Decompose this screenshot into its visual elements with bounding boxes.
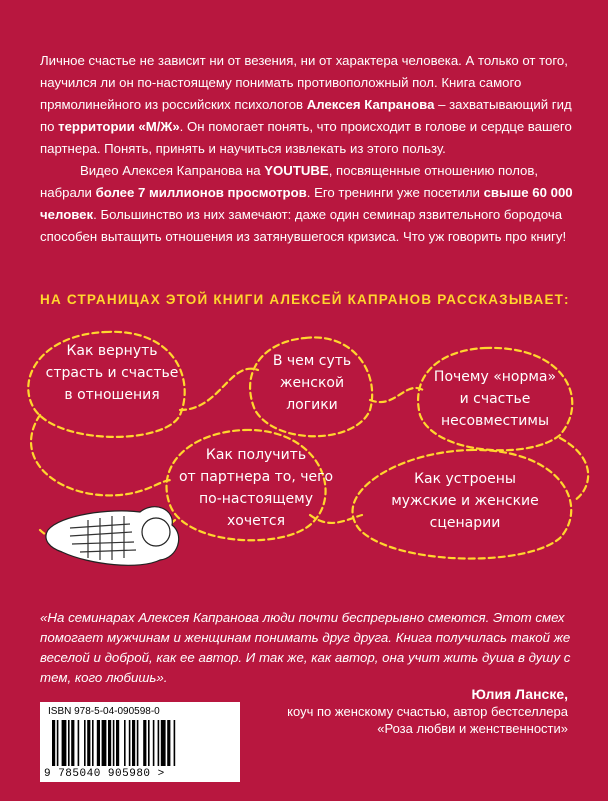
- barcode-bar: [143, 720, 146, 766]
- views-bold: более 7 миллионов просмотров: [95, 185, 307, 200]
- barcode-bar: [113, 720, 115, 766]
- barcode-bar: [92, 720, 94, 766]
- bubble-line: в отношения: [64, 387, 160, 403]
- quote-author: [287, 686, 568, 737]
- intro-text-span: Видео Алексея Капранова на: [80, 163, 265, 178]
- barcode-bar: [57, 720, 59, 766]
- author-name-bold: Алексея Капранова: [306, 97, 435, 112]
- bubble-line: мужские и женские: [391, 493, 539, 509]
- barcode-bar: [102, 720, 107, 766]
- barcode-bar: [52, 720, 55, 766]
- bubble-5-text: [380, 468, 550, 534]
- bubble-4-text: [166, 444, 346, 532]
- bubble-1-text: [42, 340, 182, 406]
- bubble-line: хочется: [226, 513, 285, 529]
- barcode-bar: [71, 720, 74, 766]
- bubble-line: несовместимы: [440, 413, 550, 429]
- connecting-line: [180, 369, 258, 410]
- bubble-line: логики: [286, 397, 338, 413]
- barcode-bar: [137, 720, 139, 766]
- bubble-line: Как устроены: [414, 471, 516, 487]
- territory-bold: территории «М/Ж»: [58, 119, 180, 134]
- barcode-bar: [87, 720, 90, 766]
- intro-text-span: . Он помогает понять, что происходит в голове и сердце вашего партнера. Понять, принять и научиться извлекать из этого пользу.: [40, 119, 572, 156]
- intro-paragraph-2: [40, 160, 580, 248]
- connecting-line: [560, 438, 588, 500]
- intro-paragraph-1: [40, 50, 580, 160]
- intro-text-span: , посвященные отношению полов, набрали: [40, 163, 539, 200]
- bubble-line: В чем суть: [272, 353, 352, 369]
- barcode-bar: [62, 720, 67, 766]
- barcode-bar: [167, 720, 170, 766]
- man-illustration: [46, 507, 179, 566]
- barcode-bar: [116, 720, 119, 766]
- isbn-label: ISBN 978-5-04-090598-0: [48, 706, 160, 717]
- bubble-line: по-настоящему: [199, 491, 313, 507]
- intro-text-span: Личное счастье не зависит ни от везения, ни от характера человека. А только от того, научился ли он по-настоящему понимать противоположный пол. Книга самого прямолинейного из российских психологов: [40, 53, 568, 112]
- barcode-bar: [78, 720, 80, 766]
- intro-text-span: . Большинство из них замечают: даже один семинар язвительного бородоча способен вытащить отношения из затянувшегося кризиса. Что уж говорить про книгу!: [40, 207, 567, 244]
- bubble-line: Как получить: [205, 447, 307, 463]
- bubble-3-text: [420, 366, 570, 432]
- intro-text: [40, 50, 580, 248]
- intro-text-span: – захватывающий гид по: [40, 97, 572, 134]
- barcode-bar: [161, 720, 166, 766]
- barcode-bar: [84, 720, 86, 766]
- bubble-line: и счастье: [459, 391, 531, 407]
- isbn-barcode: [40, 702, 240, 782]
- barcode-bar: [132, 720, 135, 766]
- barcode-bar: [129, 720, 131, 766]
- barcode-bar: [68, 720, 70, 766]
- barcode-bar: [158, 720, 160, 766]
- author-name: Юлия Ланске,: [471, 686, 568, 702]
- barcode-bar: [174, 720, 176, 766]
- bubble-line: страсть и счастье: [45, 365, 179, 381]
- bubble-line: Почему «норма»: [433, 369, 557, 385]
- author-title: коуч по женскому счастью, автор бестселлера: [287, 704, 568, 719]
- author-book: «Роза любви и женственности»: [377, 721, 568, 736]
- barcode-bar: [108, 720, 111, 766]
- bubble-line: сценарии: [429, 515, 501, 531]
- attendees-bold: свыше 60 000 человек: [40, 185, 573, 222]
- intro-text-span: . Его тренинги уже посетили: [306, 185, 484, 200]
- barcode-digits: 9 785040 905980 >: [44, 768, 165, 780]
- bubble-2-text: [248, 350, 376, 416]
- connecting-line: [370, 388, 423, 402]
- bubble-line: женской: [279, 375, 345, 391]
- section-heading: НА СТРАНИЦАХ ЭТОЙ КНИГИ АЛЕКСЕЙ КАПРАНОВ РАССКАЗЫВАЕТ:: [40, 292, 570, 307]
- bubble-line: от партнера то, чего: [178, 469, 334, 485]
- connecting-line: [31, 415, 172, 495]
- testimonial-quote: «На семинарах Алексея Капранова люди почти беспрерывно смеются. Этот смех помогает мужчинам и женщинам понимать друг друга. Книга получилась такой же веселой и доброй, как ее автор. И так же, как автор, она учит жить душа в душу с тем, кого любишь».: [40, 610, 571, 685]
- bubble-line: Как вернуть: [66, 343, 158, 359]
- barcode-bar: [153, 720, 155, 766]
- barcode-bar: [97, 720, 100, 766]
- barcode-bar: [148, 720, 150, 766]
- barcode-bar: [124, 720, 126, 766]
- youtube-bold: YOUTUBE: [264, 163, 329, 178]
